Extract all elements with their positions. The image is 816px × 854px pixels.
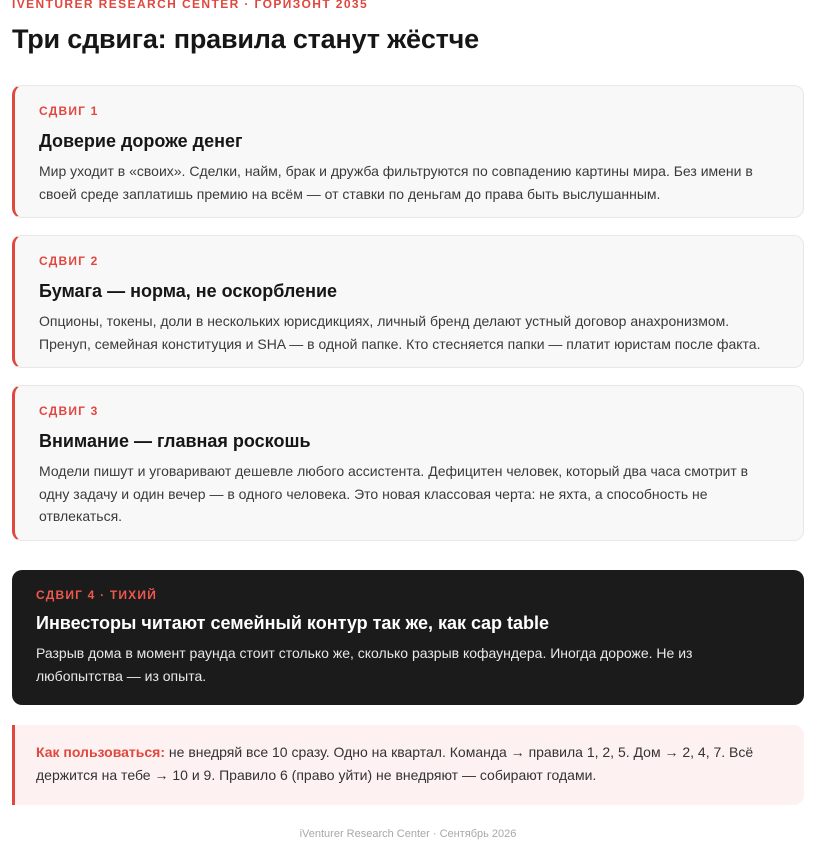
shift-body: Разрыв дома в момент раунда стоит столько же, сколько разрыв кофаундера. Иногда дороже. Не из любопытства — из опыта. [36,645,693,684]
shift-tag: СДВИГ 3 [39,404,99,418]
shift-tag: СДВИГ 1 [39,104,99,118]
how-to-use-label: Как пользоваться: [36,744,166,760]
shift-heading: Внимание — главная роскошь [39,431,311,451]
shift-tag: СДВИГ 4 · ТИХИЙ [36,588,158,602]
eyebrow: IVENTURER RESEARCH CENTER · ГОРИЗОНТ 2035 [12,0,369,11]
shift-card-1 [12,85,804,218]
shift-heading: Бумага — норма, не оскорбление [39,281,338,301]
shift-heading: Инвесторы читают семейный контур так же, как cap table [36,613,550,633]
shift-card-2 [12,235,804,368]
shift-body: Модели пишут и уговаривают дешевле любого ассистента. Дефицитен человек, который два часа смотрит в одну задачу и один вечер — в одного человека. Это новая классовая черта: не яхта, а способность не отвлекаться. [39,463,749,524]
shift-body: Опционы, токены, доли в нескольких юрисдикциях, личный бренд делают устный договор анахронизмом. Пренуп, семейная конституция и SHA — в одной папке. Кто стесняется папки — платит юристам после факта. [39,313,761,352]
footer: iVenturer Research Center · Сентябрь 2026 [299,828,517,840]
page-title: Три сдвига: правила станут жёстче [12,24,479,54]
shift-card-4-quiet [12,570,804,705]
shift-card-3 [12,385,804,541]
shift-heading: Доверие дороже денег [39,131,243,151]
how-to-use-note [12,725,804,805]
shift-tag: СДВИГ 2 [39,254,99,268]
shift-body: Мир уходит в «своих». Сделки, найм, брак и дружба фильтруются по совпадению картины мира. Без имени в своей среде заплатишь премию на всём — от ставки по деньгам до права быть выслушанным. [39,163,753,202]
how-to-use-text: не внедряй все 10 сразу. Одно на квартал. Команда → правила 1, 2, 5. Дом → 2, 4, 7. Всё держится на тебе → 10 и 9. Правило 6 (право уйти) не внедряют — собирают годами. [36,744,754,783]
